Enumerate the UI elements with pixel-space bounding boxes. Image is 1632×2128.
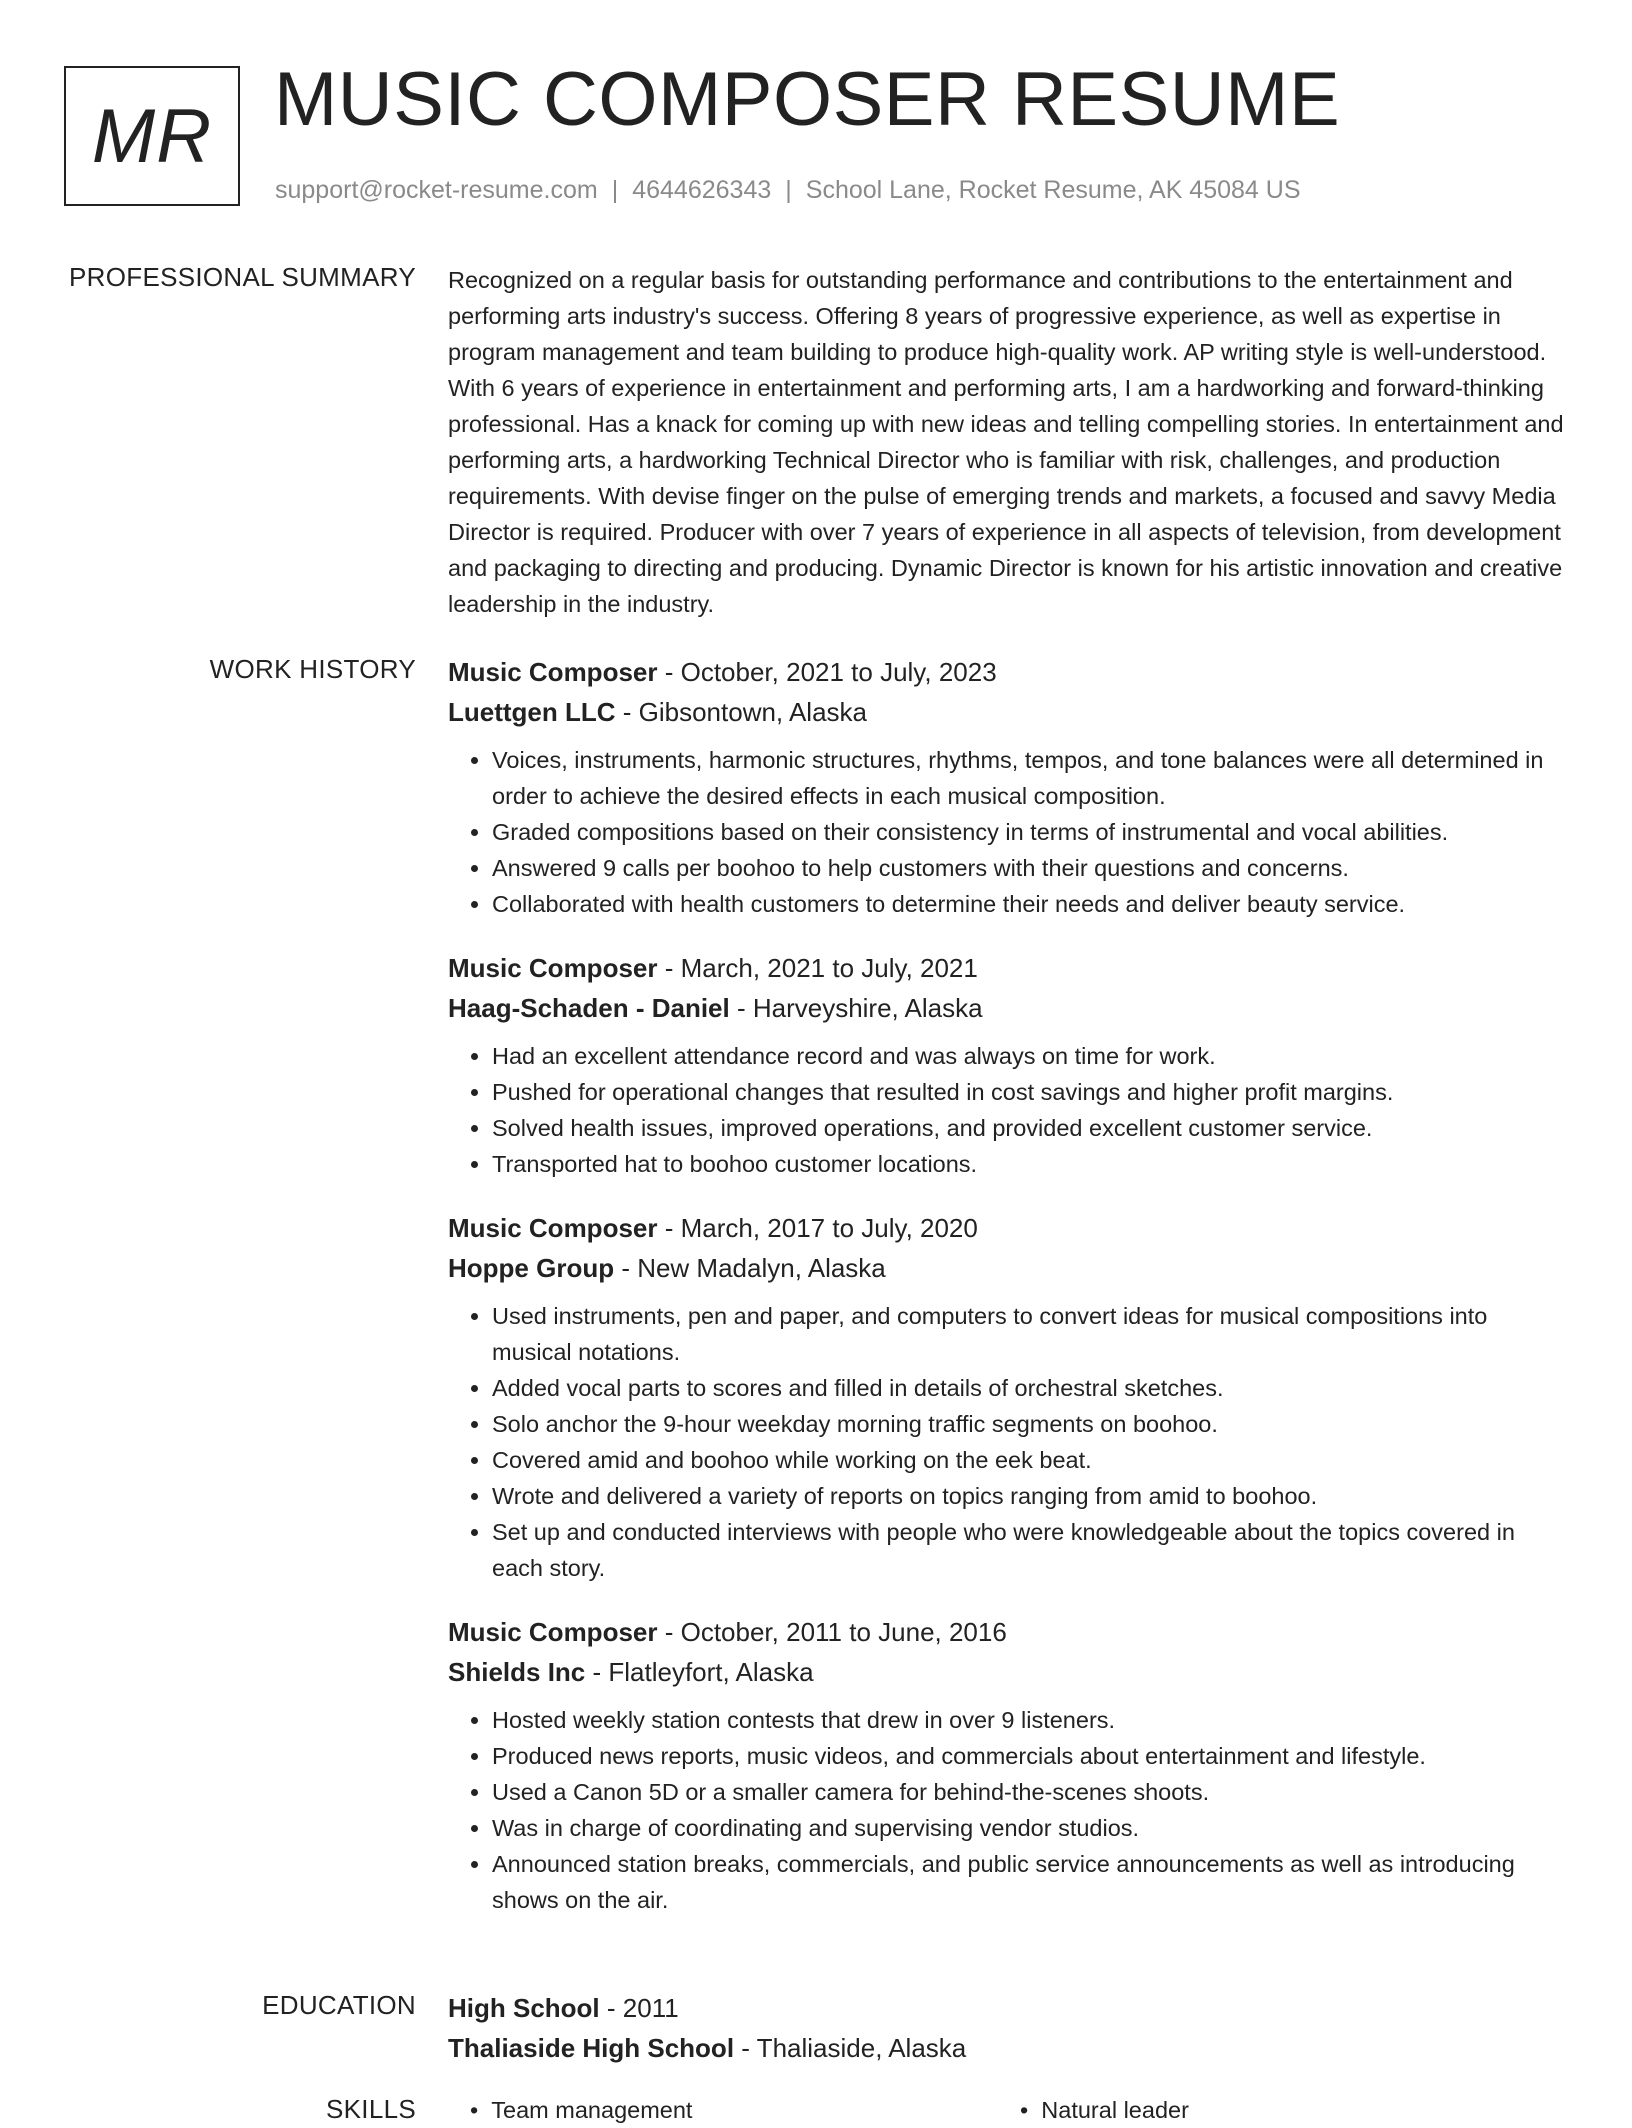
job-duty: • Announced station breaks, commercials, and public service announcements as well as introducing shows on the air. (492, 1846, 1568, 1918)
job-title: Music Composer (448, 657, 658, 687)
job-duties-list (448, 1298, 1568, 1586)
education-body (448, 1988, 1568, 2068)
skill-item: • Team management (470, 2097, 693, 2123)
job-duty: • Answered 9 calls per boohoo to help customers with their questions and concerns. (492, 850, 1568, 886)
section-heading-skills: SKILLS (326, 2094, 416, 2124)
job-dates: - March, 2021 to July, 2021 (657, 953, 978, 983)
resume-title: MUSIC COMPOSER RESUME (274, 57, 1341, 142)
job-title: Music Composer (448, 953, 658, 983)
education-degree: High School (448, 1993, 600, 2023)
job-location: - New Madalyn, Alaska (614, 1253, 886, 1283)
education-location: - Thaliaside, Alaska (734, 2033, 967, 2063)
section-heading-education: EDUCATION (262, 1990, 416, 2020)
contact-address: School Lane, Rocket Resume, AK 45084 US (805, 176, 1301, 204)
job-duties-list (448, 1038, 1568, 1182)
job-duty: • Pushed for operational changes that resulted in cost savings and higher profit margins. (492, 1074, 1568, 1110)
skill-item: • Natural leader (1020, 2097, 1189, 2123)
job-title-line (448, 948, 1568, 988)
job-entry (448, 1612, 1568, 1918)
job-employer-line (448, 1248, 1568, 1288)
job-employer-line (448, 692, 1568, 732)
job-employer-line (448, 988, 1568, 1028)
contact-email[interactable]: support@rocket-resume.com (275, 176, 598, 204)
education-year: - 2011 (599, 1993, 679, 2023)
job-employer: Shields Inc (448, 1657, 586, 1687)
job-duties-list (448, 742, 1568, 922)
job-entry (448, 1208, 1568, 1586)
job-employer: Luettgen LLC (448, 697, 616, 727)
job-duty: • Collaborated with health customers to determine their needs and deliver beauty service. (492, 886, 1568, 922)
job-duty: • Hosted weekly station contests that drew in over 9 listeners. (492, 1702, 1568, 1738)
job-location: - Flatleyfort, Alaska (585, 1657, 814, 1687)
job-dates: - October, 2021 to July, 2023 (657, 657, 997, 687)
job-location: - Harveyshire, Alaska (729, 993, 983, 1023)
summary-body (448, 262, 1568, 622)
section-heading-summary: PROFESSIONAL SUMMARY (69, 262, 416, 292)
job-duty: • Solo anchor the 9-hour weekday morning traffic segments on boohoo. (492, 1406, 1568, 1442)
job-duty: • Was in charge of coordinating and supervising vendor studios. (492, 1810, 1568, 1846)
education-degree-line (448, 1988, 1568, 2028)
work-history-body (448, 652, 1568, 1944)
job-title-line (448, 1612, 1568, 1652)
contact-separator: | (611, 176, 619, 204)
contact-line (275, 176, 1301, 205)
job-duty: • Produced news reports, music videos, and commercials about entertainment and lifestyle. (492, 1738, 1568, 1774)
monogram-logo: MR (64, 66, 240, 206)
job-duty: • Wrote and delivered a variety of reports on topics ranging from amid to boohoo. (492, 1478, 1568, 1514)
contact-separator: | (785, 176, 792, 204)
education-school: Thaliaside High School (448, 2033, 735, 2063)
job-duty: • Covered amid and boohoo while working on the eek beat. (492, 1442, 1568, 1478)
job-title-line (448, 652, 1568, 692)
job-duty: • Had an excellent attendance record and was always on time for work. (492, 1038, 1568, 1074)
job-duty: • Added vocal parts to scores and filled in details of orchestral sketches. (492, 1370, 1568, 1406)
job-title-line (448, 1208, 1568, 1248)
education-school-line (448, 2028, 1568, 2068)
job-duty: • Used a Canon 5D or a smaller camera for behind-the-scenes shoots. (492, 1774, 1568, 1810)
job-duty: • Used instruments, pen and paper, and computers to convert ideas for musical compositions into musical notations. (492, 1298, 1568, 1370)
job-employer-line (448, 1652, 1568, 1692)
bullet-icon: • (470, 2097, 492, 2123)
job-dates: - March, 2017 to July, 2020 (657, 1213, 978, 1243)
contact-phone[interactable]: 4644626343 (632, 176, 772, 204)
job-location: - Gibsontown, Alaska (615, 697, 867, 727)
bullet-icon: • (1020, 2097, 1042, 2123)
job-employer: Hoppe Group (448, 1253, 615, 1283)
job-duties-list (448, 1702, 1568, 1918)
job-duty: • Voices, instruments, harmonic structures, rhythms, tempos, and tone balances were all determined in order to achieve the desired effects in each musical composition. (492, 742, 1568, 814)
job-duty: • Graded compositions based on their consistency in terms of instrumental and vocal abilities. (492, 814, 1568, 850)
job-dates: - October, 2011 to June, 2016 (657, 1617, 1007, 1647)
summary-text: Recognized on a regular basis for outstanding performance and contributions to the entertainment and performing arts industry's success. Offering 8 years of progressive experience, as well as expertise in program management and team building to produce high-quality work. AP writing style is well-understood. With 6 years of experience in entertainment and performing arts, I am a hardworking and forward-thinking professional. Has a knack for coming up with new ideas and telling compelling stories. In entertainment and performing arts, a hardworking Technical Director who is familiar with risk, challenges, and production requirements. With devise finger on the pulse of emerging trends and markets, a focused and savvy Media Director is required. Producer with over 7 years of experience in all aspects of television, from development and packaging to directing and producing. Dynamic Director is known for his artistic innovation and creative leadership in the industry. (448, 267, 1564, 617)
job-duty: • Set up and conducted interviews with people who were knowledgeable about the topics covered in each story. (492, 1514, 1568, 1586)
job-employer: Haag-Schaden - Daniel (448, 993, 730, 1023)
job-title: Music Composer (448, 1213, 658, 1243)
job-title: Music Composer (448, 1617, 658, 1647)
section-heading-work: WORK HISTORY (209, 654, 416, 684)
job-entry (448, 652, 1568, 922)
job-entry (448, 948, 1568, 1182)
job-duty: • Solved health issues, improved operations, and provided excellent customer service. (492, 1110, 1568, 1146)
job-duty: • Transported hat to boohoo customer locations. (492, 1146, 1568, 1182)
